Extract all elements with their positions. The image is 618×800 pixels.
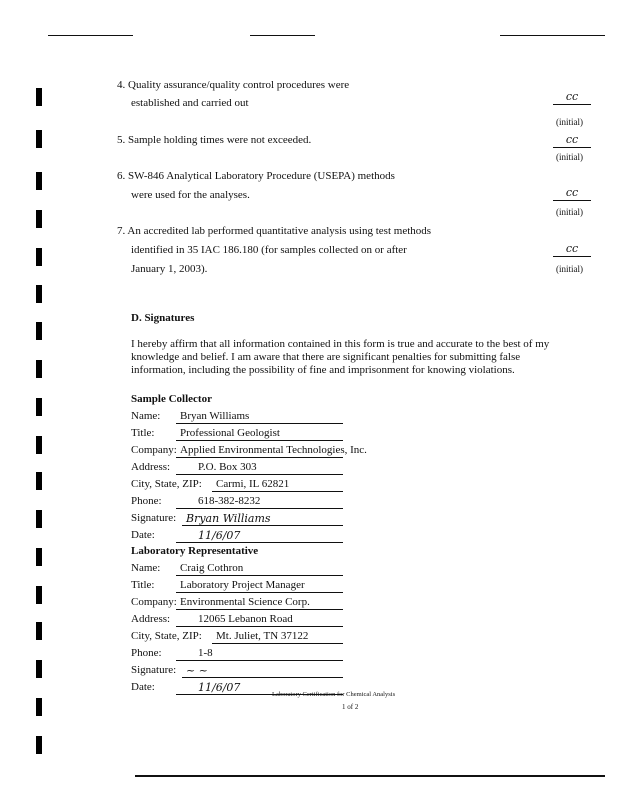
date-field[interactable]: 11/6/07: [198, 529, 241, 542]
lab-heading: Laboratory Representative: [131, 545, 259, 557]
field-label: Address:: [131, 461, 171, 473]
field-underline: [176, 440, 343, 441]
field-underline: [212, 643, 343, 644]
collector-heading: Sample Collector: [131, 393, 212, 405]
field-label: Date:: [131, 681, 155, 693]
scan-margin-mark: [36, 172, 42, 190]
field-label: Name:: [131, 410, 161, 422]
field-label: Signature:: [131, 664, 177, 676]
field-label: Title:: [131, 579, 155, 591]
page-number: 1 of 2: [342, 703, 359, 711]
field-underline: [176, 626, 343, 627]
field-label: Title:: [131, 427, 155, 439]
phone-field[interactable]: 1-8: [198, 647, 213, 659]
initial-field[interactable]: cc: [553, 186, 591, 201]
address-field[interactable]: P.O. Box 303: [198, 461, 257, 473]
scan-margin-mark: [36, 586, 42, 604]
item-4-text-2: established and carried out: [131, 97, 249, 109]
initial-field[interactable]: cc: [553, 242, 591, 257]
scan-border-bottom: [135, 775, 605, 777]
field-underline: [182, 677, 343, 678]
scan-margin-mark: [36, 88, 42, 106]
scan-margin-mark: [36, 548, 42, 566]
company-field[interactable]: Environmental Science Corp.: [180, 596, 310, 608]
field-label: Phone:: [131, 647, 162, 659]
initial-label: (initial): [556, 207, 583, 217]
affirmation-text: knowledge and belief. I am aware that there are significant penalties for submitting false: [131, 351, 521, 363]
scan-margin-mark: [36, 698, 42, 716]
item-6-text-2: were used for the analyses.: [131, 189, 250, 201]
item-7-text: 7. An accredited lab performed quantitative analysis using test methods: [117, 225, 432, 237]
citystatezip-field[interactable]: Carmi, IL 62821: [216, 478, 290, 490]
field-label: Date:: [131, 529, 155, 541]
name-field[interactable]: Craig Cothron: [180, 562, 244, 574]
scan-margin-mark: [36, 322, 42, 340]
signature-field[interactable]: ~ ~: [186, 664, 208, 677]
field-underline: [182, 525, 343, 526]
scan-margin-mark: [36, 210, 42, 228]
field-label: Name:: [131, 562, 161, 574]
field-underline: [176, 609, 343, 610]
signature-field[interactable]: Bryan Williams: [186, 512, 271, 525]
field-underline: [176, 542, 343, 543]
field-label: Company:: [131, 596, 177, 608]
field-label: City, State, ZIP:: [131, 630, 202, 642]
field-underline: [212, 491, 343, 492]
field-underline: [176, 474, 343, 475]
scan-margin-mark: [36, 660, 42, 678]
field-underline: [176, 592, 343, 593]
item-4-text: 4. Quality assurance/quality control procedures were: [117, 79, 350, 91]
item-7-text-3: January 1, 2003).: [131, 263, 208, 275]
item-7-text-2: identified in 35 IAC 186.180 (for samples collected on or after: [131, 244, 407, 256]
field-underline: [176, 575, 343, 576]
field-label: City, State, ZIP:: [131, 478, 202, 490]
field-label: Address:: [131, 613, 171, 625]
field-label: Signature:: [131, 512, 177, 524]
field-underline: [176, 508, 343, 509]
footer-title: Laboratory Certification for Chemical Analysis: [272, 691, 396, 698]
field-label: Company:: [131, 444, 177, 456]
item-5-text: 5. Sample holding times were not exceeded.: [117, 134, 312, 146]
scan-border-top: [500, 35, 605, 36]
scan-margin-mark: [36, 510, 42, 528]
scan-margin-mark: [36, 130, 42, 148]
affirmation-text: information, including the possibility of fine and imprisonment for knowing violations.: [131, 364, 515, 376]
affirmation-text: I hereby affirm that all information contained in this form is true and accurate to the best of my: [131, 338, 550, 350]
scan-margin-mark: [36, 360, 42, 378]
initial-field[interactable]: cc: [553, 90, 591, 105]
field-underline: [176, 660, 343, 661]
address-field[interactable]: 12065 Lebanon Road: [198, 613, 293, 625]
scan-margin-mark: [36, 622, 42, 640]
scan-margin-mark: [36, 436, 42, 454]
title-field[interactable]: Professional Geologist: [180, 427, 280, 439]
scan-border-top: [48, 35, 133, 36]
initial-label: (initial): [556, 117, 583, 127]
name-field[interactable]: Bryan Williams: [180, 410, 250, 422]
scan-margin-mark: [36, 398, 42, 416]
field-underline: [176, 423, 343, 424]
scan-margin-mark: [36, 736, 42, 754]
date-field[interactable]: 11/6/07: [198, 681, 241, 694]
scan-border-top: [250, 35, 315, 36]
scan-margin-mark: [36, 472, 42, 490]
scan-margin-mark: [36, 285, 42, 303]
initial-field[interactable]: cc: [553, 133, 591, 148]
citystatezip-field[interactable]: Mt. Juliet, TN 37122: [216, 630, 309, 642]
initial-label: (initial): [556, 152, 583, 162]
field-label: Phone:: [131, 495, 162, 507]
title-field[interactable]: Laboratory Project Manager: [180, 579, 305, 591]
section-heading: D. Signatures: [131, 312, 195, 324]
scan-margin-mark: [36, 248, 42, 266]
initial-label: (initial): [556, 264, 583, 274]
company-field[interactable]: Applied Environmental Technologies, Inc.: [180, 444, 367, 456]
phone-field[interactable]: 618-382-8232: [198, 495, 261, 507]
field-underline: [176, 457, 343, 458]
item-6-text: 6. SW-846 Analytical Laboratory Procedure (USEPA) methods: [117, 170, 395, 182]
